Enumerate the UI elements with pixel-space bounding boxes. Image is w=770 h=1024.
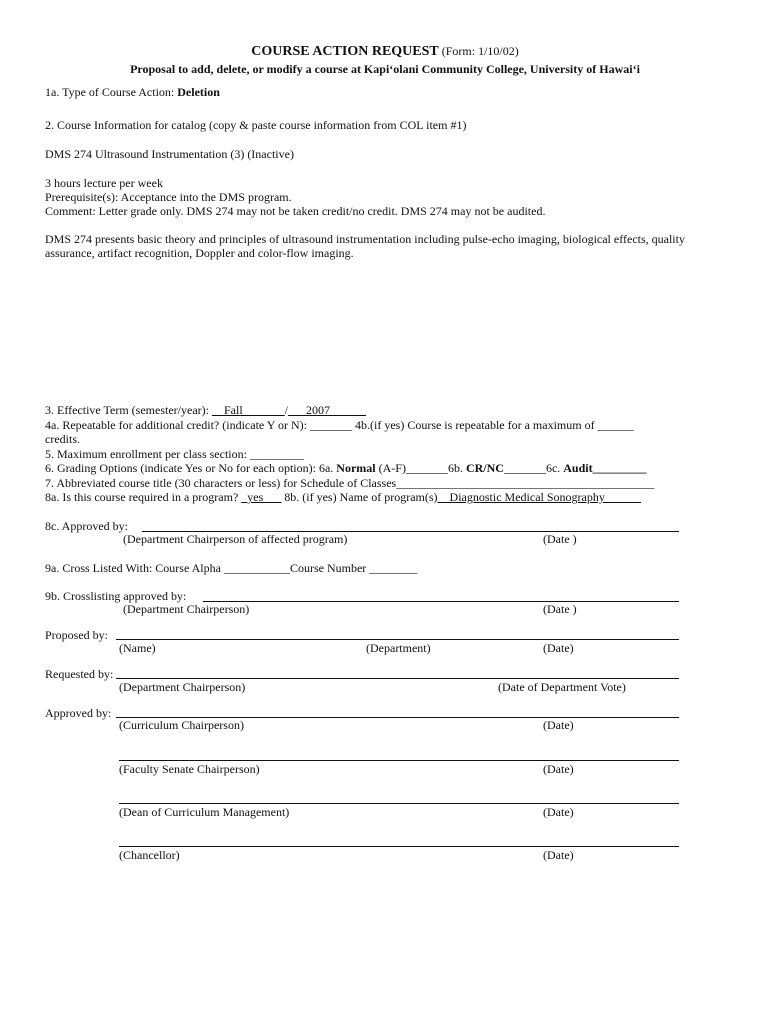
approved-8c-sub: (Department Chairperson of affected program) [123, 532, 348, 546]
grading-audit-rest: _________ [592, 461, 647, 475]
effective-term-label: 3. Effective Term (semester/year): [45, 403, 212, 417]
program-required-label: 8a. Is this course required in a program? [45, 490, 242, 504]
effective-term-sep: / [284, 403, 288, 417]
crosslisting-date: (Date ) [543, 602, 577, 616]
course-comment: Comment: Letter grade only. DMS 274 may not be taken credit/no credit. DMS 274 may not be audited. [45, 204, 546, 218]
cross-listed [45, 561, 417, 576]
requested-vote: (Date of Department Vote) [498, 680, 626, 694]
repeatable-credits: credits. [45, 432, 80, 446]
requested-chair: (Department Chairperson) [119, 680, 246, 694]
approved-curriculum-chair: (Curriculum Chairperson) [119, 718, 244, 732]
abbreviated-title: 7. Abbreviated course title (30 characters or less) for Schedule of Classes___________________________________________ [45, 476, 655, 490]
effective-term [45, 403, 366, 418]
proposed-label: Proposed by: [45, 628, 108, 642]
cross-listed-label: 9a. Cross Listed With: Course Alpha [45, 561, 221, 575]
type-value: Deletion [177, 85, 220, 99]
approved-chancellor-line[interactable] [119, 846, 679, 847]
effective-term-year: ___2007______ [288, 403, 366, 417]
approved-senate-date: (Date) [543, 762, 574, 776]
approved-label: Approved by: [45, 706, 112, 720]
form-version: (Form: 1/10/02) [441, 44, 519, 58]
approved-senate-chair: (Faculty Senate Chairperson) [119, 762, 260, 776]
program-required [45, 490, 641, 505]
crosslisting-line[interactable] [203, 601, 679, 602]
effective-term-semester: __Fall_______ [211, 403, 285, 417]
repeatable-line: 4a. Repeatable for additional credit? (indicate Y or N): _______ 4b.(if yes) Course is repeatable for a maximum of ______ [45, 418, 634, 432]
grading-normal-rest: (A-F)_______6b. [375, 461, 466, 475]
form-header [0, 44, 770, 60]
course-info-label: 2. Course Information for catalog (copy & paste course information from COL item #1) [45, 118, 467, 132]
approved-dean-line[interactable] [119, 803, 679, 804]
course-alpha-blank[interactable]: ___________ [223, 561, 290, 575]
approved-dean: (Dean of Curriculum Management) [119, 805, 290, 819]
type-label: 1a. Type of Course Action: [45, 85, 175, 99]
proposed-date: (Date) [543, 641, 574, 655]
proposed-name: (Name) [119, 641, 156, 655]
max-enrollment: 5. Maximum enrollment per class section: _________ [45, 447, 304, 461]
requested-label: Requested by: [45, 667, 114, 681]
grading-crnc-rest: _______6c. [503, 461, 564, 475]
approved-dean-date: (Date) [543, 805, 574, 819]
grading-crnc: CR/NC [465, 461, 504, 475]
grading-audit: Audit [563, 461, 593, 475]
proposed-line[interactable] [116, 639, 679, 640]
course-title: DMS 274 Ultrasound Instrumentation (3) (Inactive) [45, 147, 294, 161]
grading-normal: Normal [336, 461, 376, 475]
approved-senate-line[interactable] [119, 760, 679, 761]
crosslisting-sub: (Department Chairperson) [123, 602, 250, 616]
proposed-dept: (Department) [366, 641, 431, 655]
course-number-label: Course Number [289, 561, 367, 575]
course-prereq: Prerequisite(s): Acceptance into the DMS program. [45, 190, 292, 204]
grading-options [45, 461, 647, 476]
approved-8c-label: 8c. Approved by: [45, 519, 128, 533]
course-hours: 3 hours lecture per week [45, 176, 163, 190]
approved-chancellor-date: (Date) [543, 848, 574, 862]
section-1a [45, 85, 220, 100]
grading-label: 6. Grading Options (indicate Yes or No for each option): 6a. [45, 461, 334, 475]
program-required-value: _yes___ [241, 490, 282, 504]
form-title: COURSE ACTION REQUEST [251, 44, 439, 59]
program-name-value: __Diagnostic Medical Sonography______ [437, 490, 641, 504]
form-subtitle: Proposal to add, delete, or modify a course at Kapi‘olani Community College, University of Hawai‘i [130, 62, 640, 76]
requested-line[interactable] [116, 678, 679, 679]
approved-8c-date: (Date ) [543, 532, 577, 546]
approved-chancellor: (Chancellor) [119, 848, 180, 862]
crosslisting-label: 9b. Crosslisting approved by: [45, 589, 187, 603]
course-number-blank[interactable]: ________ [369, 561, 418, 575]
program-name-label: 8b. (if yes) Name of program(s) [281, 490, 438, 504]
course-description: DMS 274 presents basic theory and principles of ultrasound instrumentation including pulse-echo imaging, biological effects, quality assurance, artifact recognition, Doppler and color-flow imaging. [45, 232, 685, 260]
approved-curriculum-date: (Date) [543, 718, 574, 732]
